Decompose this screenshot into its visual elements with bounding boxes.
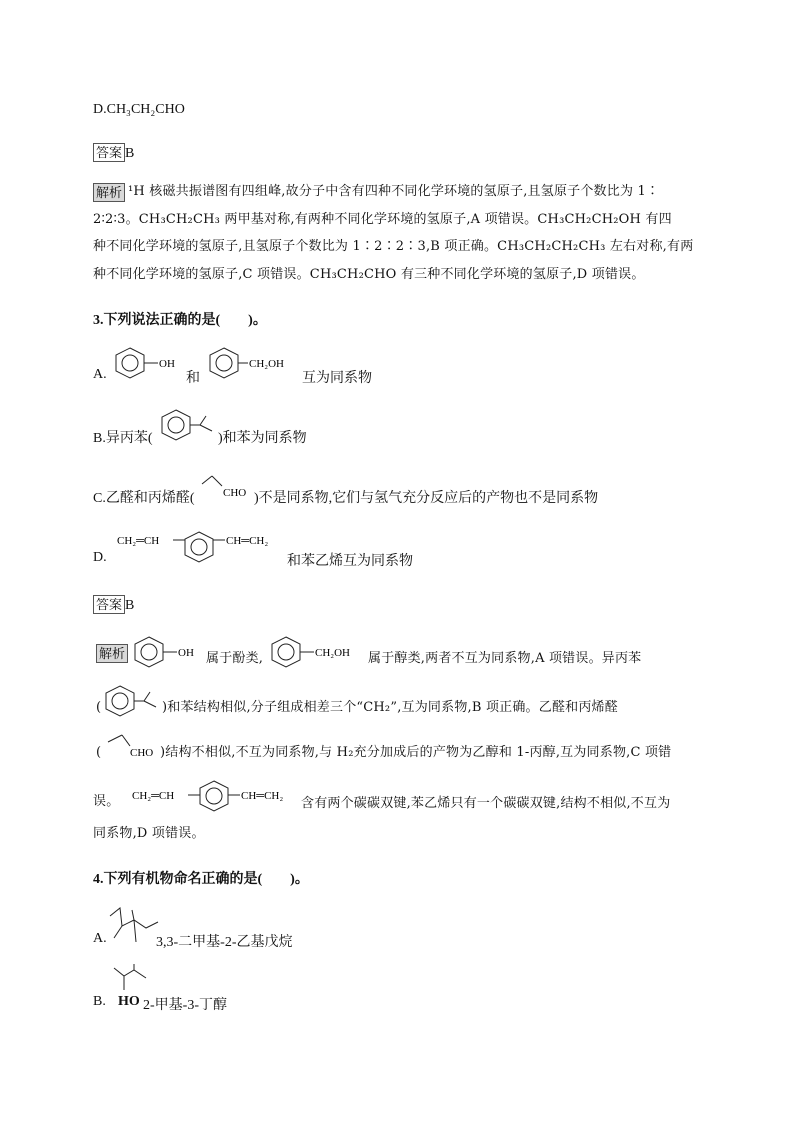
q4-ho-label: HO bbox=[118, 994, 140, 1009]
q3-explain-3-open: ( bbox=[96, 745, 102, 760]
q3-explain-tag: 解析 bbox=[96, 644, 128, 663]
ex-divinylbenzene-structure bbox=[130, 780, 300, 814]
explain-line-1: ¹H 核磁共振谱图有四组峰,故分子中含有四种不同化学环境的氢原子,且氢原子个数比为 1∶ bbox=[128, 184, 660, 199]
cumene-structure bbox=[160, 408, 216, 442]
ex-benzyl-alcohol-structure bbox=[270, 635, 366, 669]
benzyl-alcohol-structure bbox=[208, 346, 300, 380]
ex-phenol-structure bbox=[133, 635, 203, 669]
ex-cumene-structure bbox=[104, 684, 160, 718]
phenol-structure bbox=[114, 346, 184, 380]
q3-answer-line bbox=[93, 594, 134, 614]
q4-option-a-name: 3,3-二甲基-2-乙基戊烷 bbox=[156, 935, 293, 950]
ex-oh-label: OH bbox=[178, 647, 194, 659]
option-d-text: D.CH₃CH₂CHO bbox=[93, 102, 185, 117]
q4-option-b-name: 2-甲基-3-丁醇 bbox=[143, 998, 227, 1013]
q3-option-a-mid: 和 bbox=[186, 371, 200, 386]
q3-explain-mid: 属于酚类, bbox=[206, 651, 264, 666]
ex-d-right-label: CH═CH₂ bbox=[241, 790, 284, 802]
q3-explain-2: )和苯结构相似,分子组成相差三个“CH₂”,互为同系物,B 项正确。乙醛和丙烯醛 bbox=[162, 700, 618, 715]
q4-option-a-structure bbox=[108, 902, 160, 946]
ex-ch2oh-label: CH₂OH bbox=[315, 647, 351, 659]
q3-explain-3: )结构不相似,不互为同系物,与 H₂充分加成后的产物为乙醇和 1-丙醇,互为同系物,C 项错 bbox=[160, 745, 672, 760]
q4-option-a-prefix: A. bbox=[93, 931, 107, 946]
q3-stem: 3.下列说法正确的是( )。 bbox=[93, 313, 267, 328]
divinylbenzene-structure bbox=[115, 531, 285, 565]
oh-label: OH bbox=[159, 358, 175, 370]
q4-option-b-structure bbox=[112, 964, 152, 994]
q3-option-a-suffix: 互为同系物 bbox=[302, 371, 372, 386]
q3-option-b-prefix: B.异丙苯( bbox=[93, 431, 153, 446]
ex-acrolein-structure bbox=[106, 732, 164, 762]
q4-stem: 4.下列有机物命名正确的是( )。 bbox=[93, 872, 309, 887]
answer-tag: 答案 bbox=[93, 143, 125, 162]
q3-option-d-prefix: D. bbox=[93, 550, 107, 565]
q3-answer-value: B bbox=[125, 598, 135, 613]
q3-option-b-suffix: )和苯为同系物 bbox=[218, 431, 307, 446]
q3-answer-tag: 答案 bbox=[93, 595, 125, 614]
ch2oh-label: CH₂OH bbox=[249, 358, 285, 370]
explain-tag: 解析 bbox=[93, 183, 125, 202]
q3-explain-4-start: 误。 bbox=[93, 794, 120, 809]
q3-option-c-prefix: C.乙醛和丙烯醛( bbox=[93, 491, 195, 506]
q4-option-b-prefix: B. bbox=[93, 994, 106, 1009]
ex-cho-label: CHO bbox=[130, 747, 154, 759]
q3-explain-2-open: ( bbox=[96, 700, 102, 715]
q3-explain-4-end: 含有两个碳碳双键,苯乙烯只有一个碳碳双键,结构不相似,不互为 bbox=[301, 796, 671, 811]
explain-line-4: 种不同化学环境的氢原子,C 项错误。CH₃CH₂CHO 有三种不同化学环境的氢原子,D 项错误。 bbox=[93, 267, 645, 282]
d-right-label: CH═CH₂ bbox=[226, 535, 269, 547]
explain-line-3: 种不同化学环境的氢原子,且氢原子个数比为 1∶2∶2∶3,B 项正确。CH₃CH₂CH₂CH₃ 左右对称,有两 bbox=[93, 239, 694, 254]
explain-tag-box bbox=[93, 182, 125, 202]
acrolein-structure bbox=[200, 472, 258, 502]
q3-option-d-suffix: 和苯乙烯互为同系物 bbox=[287, 554, 413, 569]
answer-line bbox=[93, 142, 134, 162]
q3-explain-end: 属于醇类,两者不互为同系物,A 项错误。异丙苯 bbox=[368, 651, 642, 666]
q3-explain-5: 同系物,D 项错误。 bbox=[93, 826, 205, 841]
d-left-label: CH₂═CH bbox=[117, 535, 160, 547]
ex-d-left-label: CH₂═CH bbox=[132, 790, 175, 802]
answer-value: B bbox=[125, 146, 135, 161]
q3-option-a-prefix: A. bbox=[93, 367, 107, 382]
q3-option-c-suffix: )不是同系物,它们与氢气充分反应后的产物也不是同系物 bbox=[254, 491, 599, 506]
cho-label: CHO bbox=[223, 487, 247, 499]
q3-explain-tag-box bbox=[96, 643, 128, 663]
explain-line-2: 2∶2∶3。CH₃CH₂CH₃ 两甲基对称,有两种不同化学环境的氢原子,A 项错误。CH₃CH₂CH₂OH 有四 bbox=[93, 212, 672, 227]
